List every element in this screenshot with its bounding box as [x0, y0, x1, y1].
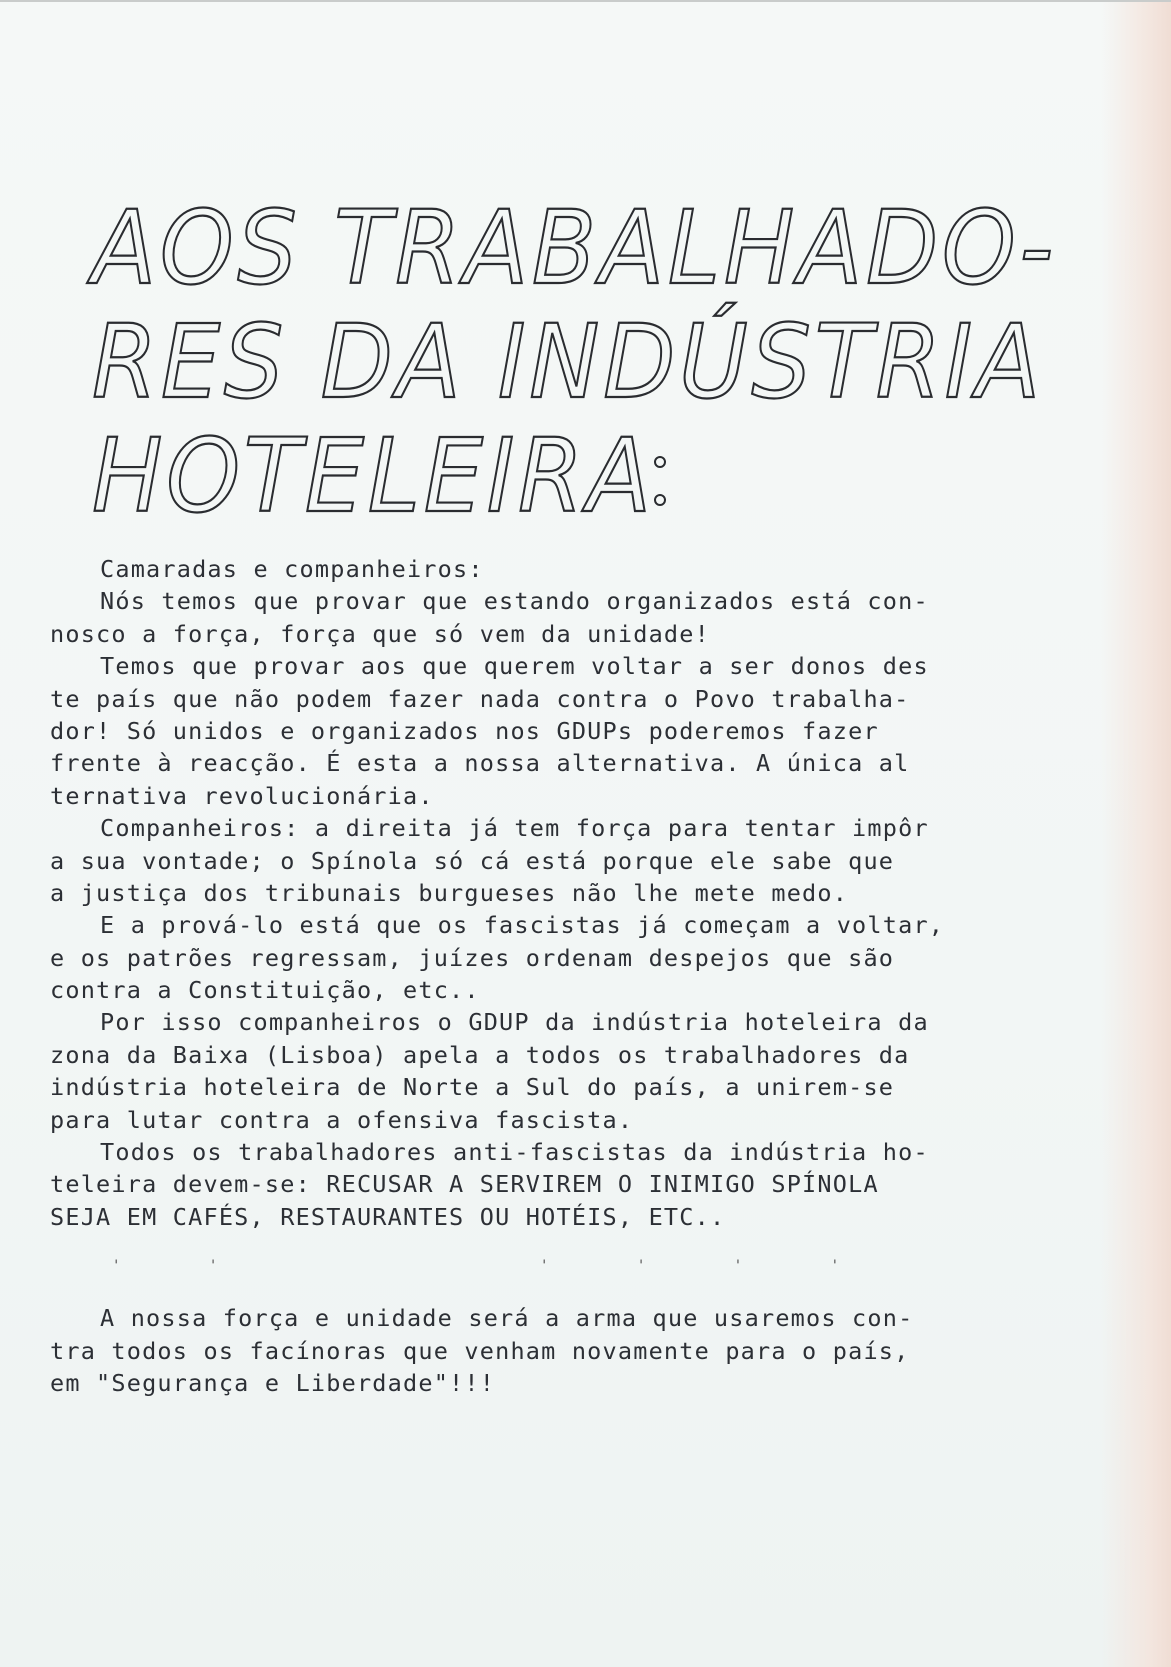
paragraph-line: indústria hoteleira de Norte a Sul do país, a unirem-se	[50, 1073, 895, 1102]
paragraph-line: Temos que provar aos que querem voltar a ser donos des	[100, 652, 929, 681]
paragraph-line: te país que não podem fazer nada contra o Povo trabalha-	[50, 684, 910, 713]
paragraph-line: contra a Constituição, etc..	[50, 976, 480, 1005]
paragraph-line: a justiça dos tribunais burgueses não lhe mete medo.	[50, 878, 849, 907]
paragraph-line: Companheiros: a direita já tem força para tentar impôr	[100, 814, 929, 843]
salutation: Camaradas e companheiros:	[100, 555, 484, 583]
closing-line: em "Segurança e Liberdade"!!!	[50, 1368, 496, 1397]
closing-line: tra todos os facínoras que venham novamente para o país,	[50, 1336, 910, 1365]
paragraph-line: E a prová-lo está que os fascistas já começam a voltar,	[100, 911, 945, 940]
typewriter-specks: ' '	[112, 1258, 258, 1274]
headline	[92, 189, 1057, 536]
paragraph-line: dor! Só unidos e organizados nos GDUPs poderemos fazer	[50, 716, 879, 745]
headline-line-2: RES DA INDÚSTRIA	[92, 303, 1044, 422]
paragraph-line: zona da Baixa (Lisboa) apela a todos os trabalhadores da	[50, 1040, 910, 1069]
paragraph-line: frente à reacção. É esta a nossa alternativa. A única al	[50, 749, 910, 778]
paper-top-edge	[0, 0, 1171, 12]
typewriter-specks: ' ' ' '	[540, 1258, 880, 1274]
paragraph-line: para lutar contra a ofensiva fascista.	[50, 1105, 634, 1134]
paragraph-line: Todos os trabalhadores anti-fascistas da indústria ho-	[100, 1138, 929, 1167]
paragraph-line: ternativa revolucionária.	[50, 781, 434, 810]
paper-edge-shadow	[1101, 0, 1171, 1667]
closing-line: A nossa força e unidade será a arma que usaremos con-	[100, 1304, 914, 1333]
headline-line-3: HOTELEIRA	[92, 417, 655, 536]
paragraph-line: e os patrões regressam, juízes ordenam despejos que são	[50, 943, 895, 972]
colon-dot-bottom	[654, 494, 666, 506]
headline-colon	[654, 456, 668, 532]
paragraph-line: a sua vontade; o Spínola só cá está porque ele sabe que	[50, 846, 895, 875]
paragraph-line: SEJA EM CAFÉS, RESTAURANTES OU HOTÉIS, ETC..	[50, 1202, 726, 1231]
headline-line-1: AOS TRABALHADO-	[92, 189, 1057, 308]
paragraph-line: Por isso companheiros o GDUP da indústria hoteleira da	[100, 1008, 929, 1037]
paragraph-line: Nós temos que provar que estando organizados está con-	[100, 587, 929, 616]
paragraph-line: teleira devem-se: RECUSAR A SERVIREM O INIMIGO SPÍNOLA	[50, 1170, 879, 1199]
colon-dot-top	[654, 456, 666, 468]
paragraph-line: nosco a força, força que só vem da unidade!	[50, 619, 710, 648]
